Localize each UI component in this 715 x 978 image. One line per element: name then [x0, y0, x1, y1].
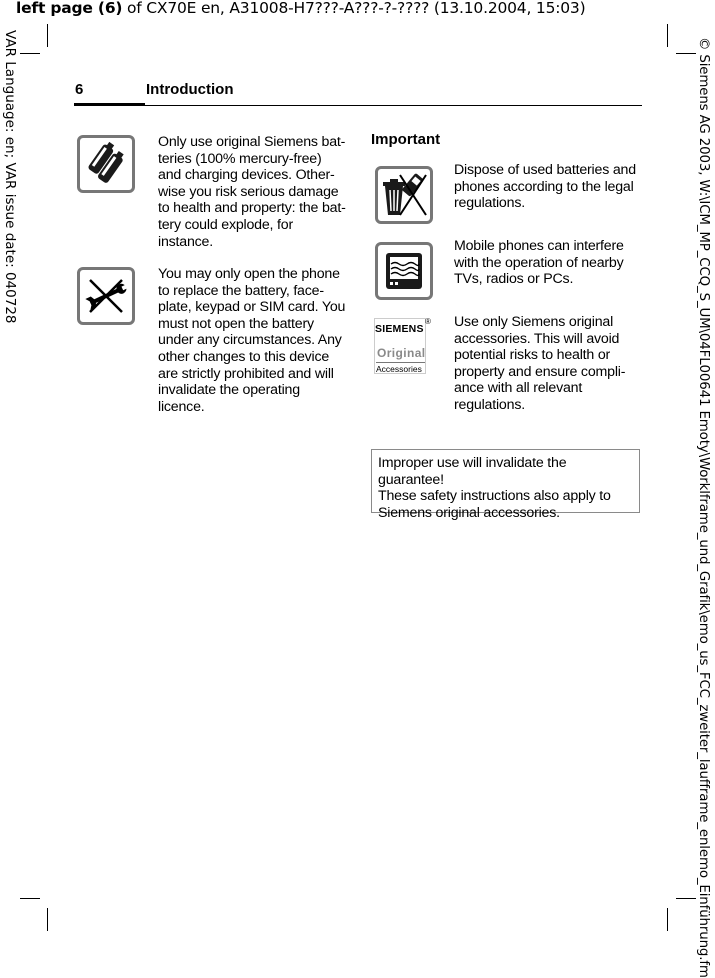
crop-mark [676, 898, 696, 899]
guarantee-notice-box [371, 449, 640, 521]
text-line: with the operation of nearby [454, 254, 624, 271]
text-line: phones according to the legal [454, 178, 634, 195]
print-info-page: left page (6) [16, 0, 123, 17]
print-info-line [16, 0, 585, 17]
crop-mark [20, 898, 40, 899]
text-line: tery could explode, for [158, 216, 293, 233]
no-tools-icon [77, 267, 135, 325]
text-line: You may only open the phone [158, 266, 340, 282]
no-trash-disposal-icon [375, 166, 433, 224]
text-line: instance. [158, 233, 213, 250]
tv-interference-icon [375, 242, 433, 300]
text-line: under any circumstances. Any [158, 332, 342, 349]
print-info-details: of CX70E en, A31008-H7???-A???-?-???? (13.10.2004, 15:03) [122, 0, 586, 17]
text-line: regulations. [454, 396, 525, 413]
text-line: and charging devices. Other- [158, 167, 335, 184]
logo-original: Original [377, 346, 426, 360]
siemens-original-accessories-logo [374, 317, 431, 374]
var-language-note: VAR Language: en; VAR issue date: 040728 [2, 30, 18, 324]
text-line: licence. [158, 398, 205, 415]
header-rule [145, 105, 642, 106]
logo-brand: SIEMENS [375, 323, 424, 335]
notice-line: Siemens original accessories. [378, 504, 560, 521]
interference-text [454, 238, 624, 288]
text-line: property and ensure compli- [454, 363, 626, 380]
page-title: Introduction [146, 81, 234, 98]
battery-icon [77, 135, 135, 193]
no-modifications-text [158, 266, 345, 415]
accessories-text [454, 314, 625, 414]
text-line: Mobile phones can interfere [454, 238, 624, 254]
text-line: accessories. This will avoid [454, 330, 620, 347]
text-line: invalidate the operating [158, 382, 300, 399]
text-line: are strictly prohibited and will [158, 365, 334, 382]
text-line: other changes to this device [158, 348, 330, 365]
notice-line: Improper use will invalidate the guarantee! [378, 455, 567, 488]
disposal-text [454, 162, 636, 212]
text-line: must not open the battery [158, 315, 314, 332]
logo-accessories: Accessories [376, 362, 425, 374]
crop-mark [667, 24, 668, 47]
battery-warning-text [158, 134, 346, 250]
text-line: Dispose of used batteries and [454, 162, 636, 178]
text-line: TVs, radios or PCs. [454, 271, 574, 288]
text-line: to health and property: the bat- [158, 200, 346, 217]
notice-line: These safety instructions also apply to [378, 488, 611, 505]
crop-mark [676, 53, 696, 54]
text-line: Only use original Siemens bat- [158, 134, 346, 150]
important-heading: Important [371, 131, 441, 148]
text-line: to replace the battery, face- [158, 282, 324, 299]
crop-mark [47, 908, 48, 931]
text-line: potential risks to health or [454, 347, 611, 364]
text-line: teries (100% mercury-free) [158, 150, 322, 167]
text-line: plate, keypad or SIM card. You [158, 299, 346, 316]
crop-mark [20, 53, 40, 54]
text-line: ance with all relevant [454, 380, 583, 397]
page-number: 6 [75, 81, 84, 98]
crop-mark [667, 908, 668, 931]
text-line: regulations. [454, 195, 525, 212]
logo-registered-mark: ® [425, 317, 431, 326]
text-line: Use only Siemens original [454, 314, 614, 330]
text-line: wise you risk serious damage [158, 183, 339, 200]
header-rule-accent [74, 103, 145, 106]
copyright-path-note: © Siemens AG 2003, W:\ICM_MP_CCQ_S_UM\04FL00641 Emoty\Worklframe_und_Grafik\emo_us_FCC_zweiter_laufframe_enlemo_Einführung.fm [696, 37, 711, 978]
crop-mark [47, 24, 48, 47]
